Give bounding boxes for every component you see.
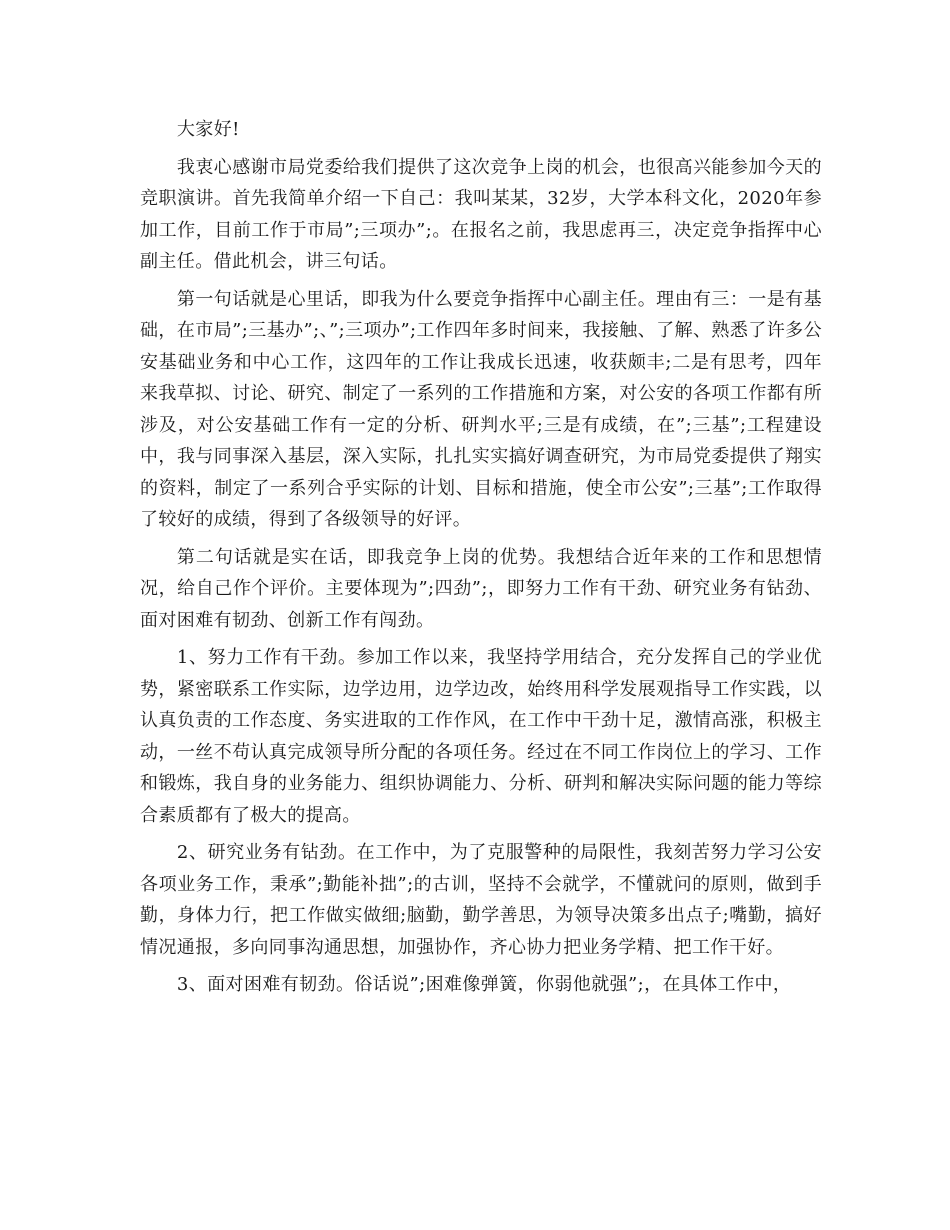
second-point-paragraph: 第二句话就是实在话，即我竞争上岗的优势。我想结合近年来的工作和思想情况，给自己作个评价。主要体现为”;四劲”;，即努力工作有干劲、研究业务有钻劲、面对困难有韧劲、创新工作有闯劲。	[140, 546, 822, 631]
introduction-paragraph: 我衷心感谢市局党委给我们提供了这次竞争上岗的机会，也很高兴能参加今天的竞职演讲。首先我简单介绍一下自己：我叫某某，32岁，大学本科文化，2020年参加工作，目前工作于市局”;三项办”;。在报名之前，我思虑再三，决定竞争指挥中心副主任。借此机会，讲三句话。	[140, 156, 822, 272]
greeting-paragraph: 大家好!	[176, 119, 240, 140]
document-body	[140, 114, 822, 1007]
item-1-paragraph: 1、努力工作有干劲。参加工作以来，我坚持学用结合，充分发挥自己的学业优势，紧密联系工作实际，边学边用，边学边改，始终用科学发展观指导工作实践，以认真负责的工作态度、务实进取的工作作风，在工作中干劲十足，激情高涨，积极主动，一丝不苟认真完成领导所分配的各项任务。经过在不同工作岗位上的学习、工作和锻炼，我自身的业务能力、组织协调能力、分析、研判和解决实际问题的能力等综合素质都有了极大的提高。	[140, 647, 822, 826]
first-point-paragraph: 第一句话就是心里话，即我为什么要竞争指挥中心副主任。理由有三：一是有基础，在市局”;三基办”;、”;三项办”;工作四年多时间来，我接触、了解、熟悉了许多公安基础业务和中心工作，这四年的工作让我成长迅速，收获颇丰;二是有思考，四年来我草拟、讨论、研究、制定了一系列的工作措施和方案，对公安的各项工作都有所涉及，对公安基础工作有一定的分析、研判水平;三是有成绩，在”;三基”;工程建设中，我与同事深入基层，深入实际，扎扎实实搞好调查研究，为市局党委提供了翔实的资料，制定了一系列合乎实际的计划、目标和措施，使全市公安”;三基”;工作取得了较好的成绩，得到了各级领导的好评。	[140, 288, 822, 530]
item-2-paragraph: 2、研究业务有钻劲。在工作中，为了克服警种的局限性，我刻苦努力学习公安各项业务工作，秉承”;勤能补拙”;的古训，坚持不会就学，不懂就问的原则，做到手勤，身体力行，把工作做实做细;脑勤，勤学善思，为领导决策多出点子;嘴勤，搞好情况通报，多向同事沟通思想，加强协作，齐心协力把业务学精、把工作干好。	[140, 842, 822, 958]
item-3-paragraph: 3、面对困难有韧劲。俗话说”;困难像弹簧，你弱他就强”;，在具体工作中，	[176, 974, 792, 995]
